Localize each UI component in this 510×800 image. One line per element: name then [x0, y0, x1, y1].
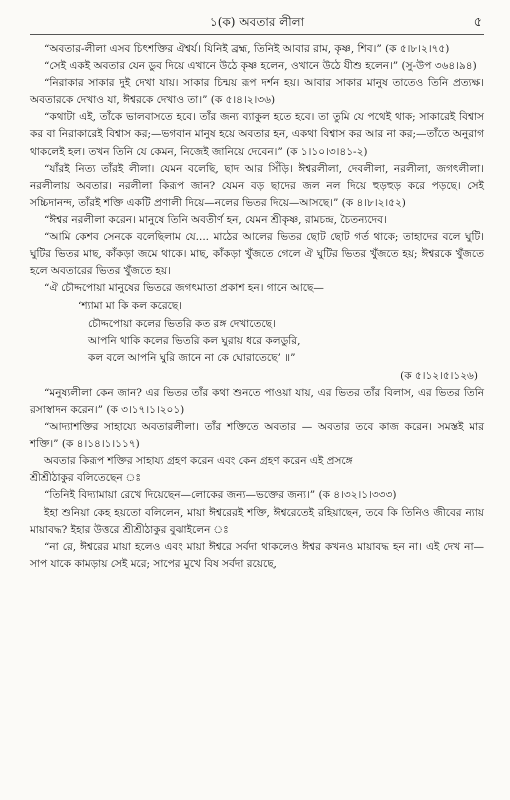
page-body — [30, 41, 484, 573]
paragraph: “কথাটা এই, তাঁকে ভালবাসতে হবে। তাঁর জন্য ব্যাকুল হতে হবে। তা তুমি যে পথেই থাক; সাকারেই বিশ্বাস কর বা নিরাকারেই বিশ্বাস কর;—ভগবান মানুষ হয়ে অবতার হন, একথা বিশ্বাস কর আর না কর;—তাঁতে অনুরাগ থাকলেই হল। তখন তিনি যে কেমন, নিজেই জানিয়ে দেবেন।” (ক ১।১০।৩।৪১-২) — [30, 111, 484, 158]
citation: (ক ৫।৪।২।৩৬) — [207, 94, 276, 107]
paragraph: অবতার কিরূপ শক্তির সাহায্য গ্রহণ করেন এবং কেন গ্রহণ করেন এই প্রসঙ্গে — [44, 455, 353, 468]
song-verse — [78, 298, 484, 366]
chapter-title: ১(ক) অবতার লীলা — [209, 15, 305, 29]
paragraph: “আমি কেশব সেনকে বলেছিলাম যে.... মাঠের আলের ভিতর ছোট ছোট গর্ত থাকে; তাহাদের বলে ঘুটি। ঘুটির ভিতর মাছ, কাঁকড়া জমে থাকে। মাছ, কাঁকড়া খুঁজতে গেলে ঐ ঘুটির ভিতর খুঁজতে হয়; ঈশ্বরকে খুঁজতে হলে অবতারের ভিতর খুঁজতে হয়। — [30, 231, 484, 278]
paragraph: “ঐ চৌদ্দপোয়া মানুষের ভিতরে জগৎমাতা প্রকাশ হন। গানে আছে— — [44, 282, 324, 295]
citation: (ক ৫।৮।২।৭৫) — [381, 43, 450, 55]
paragraph: “আদ্যাশক্তির সাহায্যে অবতারলীলা। তাঁর শক্তিতে অবতার — অবতার তবে কাজ করেন। সমস্তই মার শক্তি।” (ক ৪।১৪।১।১১৭) — [30, 421, 484, 451]
page-number: ৫ — [473, 15, 482, 30]
paragraph: “ঈশ্বর নরলীলা করেন। মানুষে তিনি অবতীর্ণ হন, যেমন শ্রীকৃষ্ণ, রামচন্দ্র, চৈতন্যদেব। — [44, 213, 387, 226]
song-line: আপনি থাকি কলের ভিতরি কল ঘুরায় ধরে কলডুরি, — [88, 334, 301, 347]
song-line: কল বলে আপনি ঘুরি জানে না কে ঘোরাতেছে’ ॥” — [88, 351, 296, 364]
paragraph: “না রে, ঈশ্বরের মায়া হলেও এবং মায়া ঈশ্বরে সর্বদা থাকলেও ঈশ্বর কখনও মায়াবদ্ধ হন না। এই দেখ না—সাপ যাকে কামড়ায় সেই মরে; সাপের মুখে বিষ সর্বদা রয়েছে, — [30, 540, 484, 570]
paragraph: “অবতার-লীলা এসব চিৎশক্তির ঐশ্বর্য। যিনিই ব্রহ্ম, তিনিই আবার রাম, কৃষ্ণ, শিব।” (ক ৫।৮।২।৭৫) — [44, 43, 450, 55]
paragraph: “সেই একই অবতার যেন ডুব দিয়ে এখানে উঠে কৃষ্ণ হলেন, ওখানে উঠে যীশু হলেন।” (সু-উপ ৩৬৪।৯৪) — [44, 60, 477, 73]
paragraph: “মনুষ্যলীলা কেন জান? এর ভিতর তাঁর কথা শুনতে পাওয়া যায়, এর ভিতর তাঁর বিলাস, এর ভিতর তিনি রসাস্বাদন করেন।” (ক ৩।১৭।১।২০১) — [30, 386, 484, 416]
song-line: ‘শ্যামা মা কি কল করেছে। — [78, 300, 182, 313]
paragraph: “নিরাকার সাকার দুই দেখা যায়। সাকার চিন্ময় রূপ দর্শন হয়। আবার সাকার মানুষ তাতেও তিনি প্রত্যক্ষ। অবতারকে দেখাও যা, ঈশ্বরকে দেখাও তা।” (ক ৫।৪।২।৩৬) — [30, 77, 484, 107]
paragraph: ইহা শুনিয়া কেহ হয়তো বলিলেন, মায়া ঈশ্বরেরই শক্তি, ঈশ্বরেতেই রহিয়াছেন, তবে কি তিনিও জীবের ন্যায় মায়াবদ্ধ? ইহার উত্তরে শ্রীশ্রীঠাকুর বুঝাইলেন ঃ — [30, 506, 484, 536]
citation: (ক ৩।১৭।১।২০১) — [103, 403, 185, 416]
speaker-line: শ্রীশ্রীঠাকুর বলিতেছেন ঃ — [30, 472, 141, 485]
song-line: চৌদ্দপোয়া কলের ভিতরি কত রঙ্গ দেখাতেছে। — [88, 317, 276, 330]
paragraph: “তিনিই বিদ্যামায়া রেখে দিয়েছেন—লোকের জন্য—ভক্তের জন্য।” (ক ৪।৩২।১।৩৩৩) — [44, 489, 397, 502]
citation: (ক ১।১০।৩।৪১-২) — [282, 145, 368, 158]
citation: (ক ৪।৩২।১।৩৩৩) — [315, 489, 397, 502]
citation: (ক ৪।৮।২।৫২) — [338, 196, 406, 209]
citation: (ক ৪।১৪।১।১১৭) — [58, 438, 140, 451]
page-header — [30, 12, 484, 35]
paragraph: “যাঁরই নিত্য তাঁরই লীলা। যেমন বলেছি, ছাদ আর সিঁড়ি। ঈশ্বরলীলা, দেবলীলা, নরলীলা, জগৎলীলা। নরলীলায় অবতার। নরলীলা কিরূপ জান? যেমন বড় ছাদের জল নল দিয়ে হুড়হুড় করে পড়ছে। সেই সচ্চিদানন্দ, তাঁরই শক্তি একটি প্রণালী দিয়ে—নলের ভিতর দিয়ে—আসছে।” (ক ৪।৮।২।৫২) — [30, 162, 484, 209]
citation: (সু-উপ ৩৬৪।৯৪) — [398, 60, 477, 73]
song-citation: (ক ৫।১২।৫।১২৬) — [400, 369, 478, 382]
